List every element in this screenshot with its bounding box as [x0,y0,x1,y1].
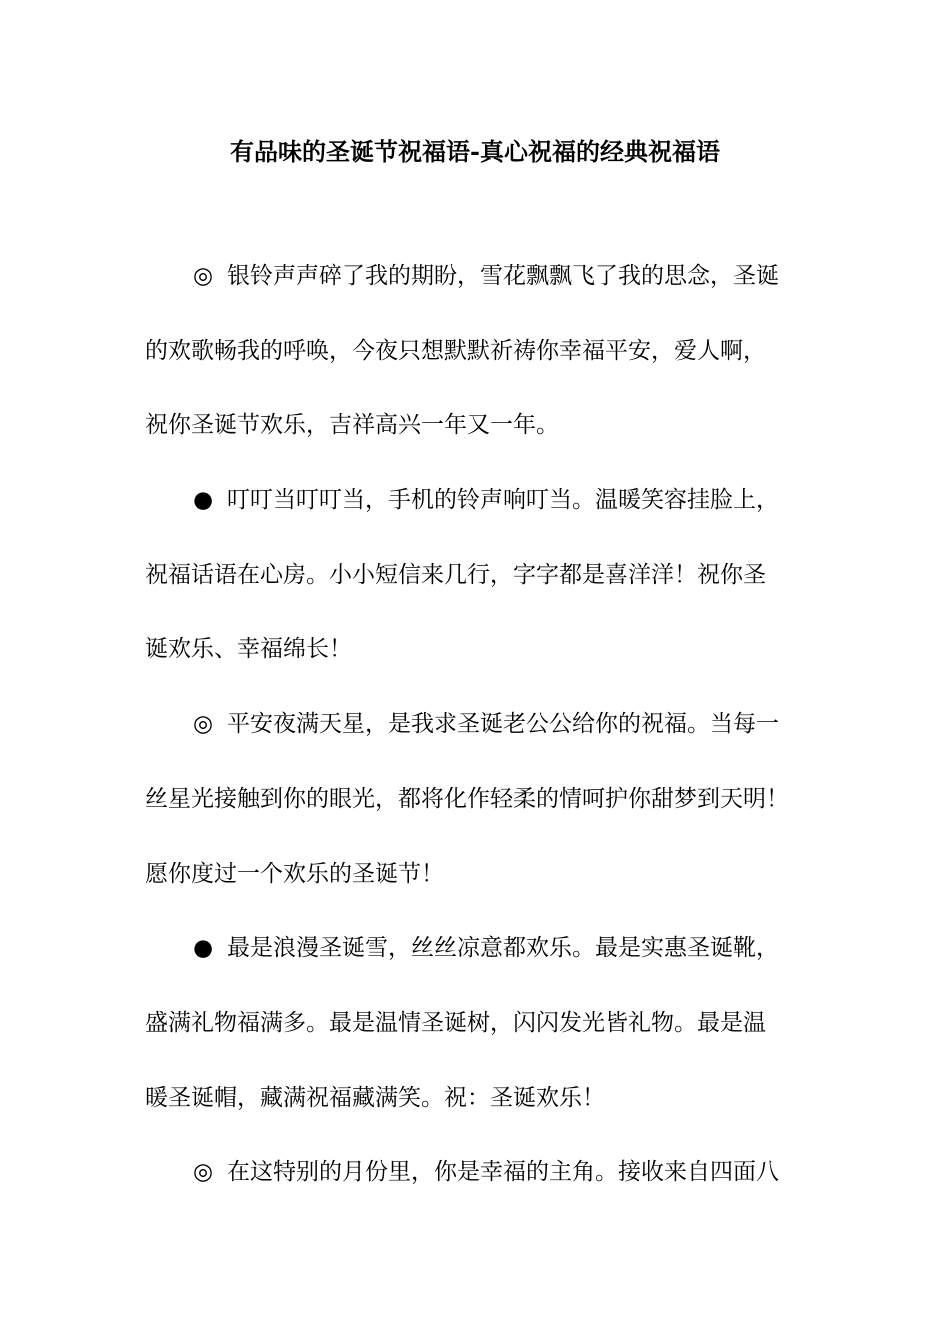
paragraph-line: 愿你度过一个欢乐的圣诞节！ [145,860,444,887]
paragraph-line: 丝星光接触到你的眼光，都将化作轻柔的情呵护你甜梦到天明！ [145,785,789,812]
ring-bullet-icon: ◎ [193,1159,214,1186]
paragraph-line [145,700,845,775]
paragraph-line: 诞欢乐、幸福绵长！ [145,636,352,663]
paragraph-1 [145,252,845,476]
line-text: 银铃声声碎了我的期盼，雪花飘飘飞了我的思念，圣诞 [227,263,779,289]
paragraph-4 [145,924,845,1148]
paragraph-line [145,924,845,999]
line-text: 平安夜满天星，是我求圣诞老公公给你的祝福。当每一 [227,711,779,738]
filled-circle-bullet-icon: ● [193,935,214,962]
ring-bullet-icon: ◎ [193,711,214,738]
paragraph-line [145,252,845,327]
document-body [145,252,845,1223]
paragraph-line: 祝你圣诞节欢乐，吉祥高兴一年又一年。 [145,412,559,439]
line-text: 最是浪漫圣诞雪，丝丝凉意都欢乐。最是实惠圣诞靴， [227,935,779,962]
paragraph-line [145,476,845,551]
filled-circle-bullet-icon: ● [193,487,214,514]
paragraph-line [145,1148,845,1223]
paragraph-line: 盛满礼物福满多。最是温情圣诞树，闪闪发光皆礼物。最是温 [145,1009,766,1036]
paragraph-3 [145,700,845,924]
ring-bullet-icon: ◎ [193,263,214,289]
paragraph-2 [145,476,845,700]
page-title: 有品味的圣诞节祝福语-真心祝福的经典祝福语 [230,137,720,166]
paragraph-line: 祝福话语在心房。小小短信来几行，字字都是喜洋洋！祝你圣 [145,561,766,588]
paragraph-5 [145,1148,845,1223]
paragraph-line: 的欢歌畅我的呼唤，今夜只想默默祈祷你幸福平安，爱人啊， [145,337,766,364]
line-text: 在这特别的月份里，你是幸福的主角。接收来自四面八 [227,1159,779,1186]
line-text: 叮叮当叮叮当，手机的铃声响叮当。温暖笑容挂脸上， [227,487,779,514]
paragraph-line: 暖圣诞帽，藏满祝福藏满笑。祝：圣诞欢乐！ [145,1084,605,1111]
